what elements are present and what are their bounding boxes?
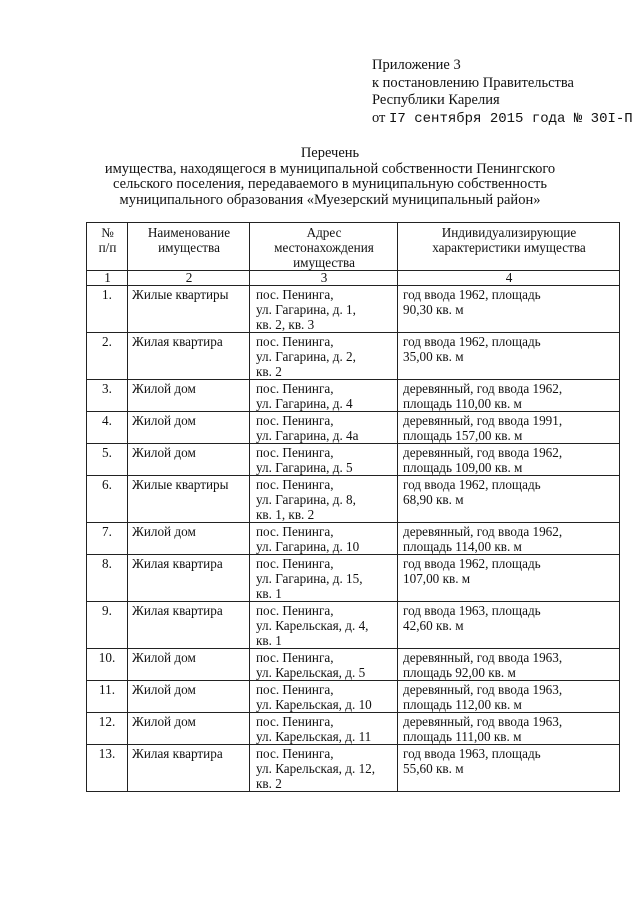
row-number: 2. [87,333,128,380]
property-address [250,476,398,523]
appendix-date-line [372,110,633,129]
table-row [87,713,620,745]
header-name-line-2: имущества [158,240,220,255]
address-line: ул. Карельская, д. 10 [256,697,372,712]
property-characteristics [398,476,620,523]
property-name: Жилые квартиры [128,476,250,523]
header-num [87,223,128,271]
characteristics-line: деревянный, год ввода 1963, [403,714,563,729]
property-characteristics [398,649,620,681]
header-num-line-1: № [101,225,114,240]
property-address [250,444,398,476]
property-table [86,222,620,792]
address-line: пос. Пенинга, [256,381,334,396]
characteristics-line: деревянный, год ввода 1991, [403,413,563,428]
header-characteristics [398,223,620,271]
characteristics-line: площадь 92,00 кв. м [403,665,516,680]
table-row [87,555,620,602]
header-name-line-1: Наименование [147,225,231,240]
property-name: Жилой дом [128,713,250,745]
property-name: Жилой дом [128,444,250,476]
header-address-line-2: местонахождения [274,240,374,255]
address-line: пос. Пенинга, [256,746,334,761]
characteristics-line: год ввода 1962, площадь [403,477,541,492]
column-number: 3 [250,271,398,286]
characteristics-line: 55,60 кв. м [403,761,464,776]
characteristics-line: 42,60 кв. м [403,618,464,633]
property-address [250,745,398,792]
header-char-line-2: характеристики имущества [432,240,586,255]
property-address [250,523,398,555]
property-name: Жилой дом [128,649,250,681]
row-number: 5. [87,444,128,476]
address-line: пос. Пенинга, [256,334,334,349]
address-line: ул. Гагарина, д. 15, [256,571,363,586]
table-row [87,412,620,444]
property-address [250,555,398,602]
property-address [250,380,398,412]
address-line: ул. Карельская, д. 12, [256,761,376,776]
appendix-title: Приложение 3 [372,57,461,73]
address-line: кв. 2 [256,776,282,791]
property-address [250,412,398,444]
address-line: ул. Гагарина, д. 4 [256,396,353,411]
characteristics-line: год ввода 1963, площадь [403,603,541,618]
characteristics-line: 107,00 кв. м [403,571,471,586]
row-number: 1. [87,286,128,333]
row-number: 3. [87,380,128,412]
address-line: ул. Гагарина, д. 10 [256,539,360,554]
table-row [87,602,620,649]
property-address [250,602,398,649]
property-name: Жилая квартира [128,745,250,792]
address-line: пос. Пенинга, [256,524,334,539]
characteristics-line: деревянный, год ввода 1962, [403,524,563,539]
address-line: пос. Пенинга, [256,714,334,729]
table-row [87,745,620,792]
property-address [250,649,398,681]
property-characteristics [398,745,620,792]
appendix-block [372,57,633,128]
address-line: кв. 2 [256,364,282,379]
address-line: пос. Пенинга, [256,556,334,571]
table-row [87,681,620,713]
heading-line-2: сельского поселения, передаваемого в муниципальную собственность [113,176,547,192]
table-body [87,286,620,792]
address-line: кв. 1, кв. 2 [256,507,315,522]
property-address [250,681,398,713]
property-characteristics [398,523,620,555]
characteristics-line: деревянный, год ввода 1962, [403,381,563,396]
header-address [250,223,398,271]
row-number: 8. [87,555,128,602]
property-name: Жилой дом [128,681,250,713]
characteristics-line: 68,90 кв. м [403,492,464,507]
property-name: Жилая квартира [128,555,250,602]
table-row [87,649,620,681]
address-line: ул. Карельская, д. 5 [256,665,366,680]
address-line: ул. Гагарина, д. 8, [256,492,356,507]
address-line: пос. Пенинга, [256,477,334,492]
appendix-resolution: к постановлению Правительства [372,74,574,91]
header-char-line-1: Индивидуализирующие [441,225,577,240]
address-line: кв. 2, кв. 3 [256,317,315,332]
heading-line-3: муниципального образования «Муезерский муниципальный район» [119,191,541,208]
column-number: 4 [398,271,620,286]
characteristics-line: деревянный, год ввода 1963, [403,650,563,665]
property-characteristics [398,333,620,380]
characteristics-line: год ввода 1963, площадь [403,746,541,761]
characteristics-line: 90,30 кв. м [403,302,464,317]
row-number: 12. [87,713,128,745]
address-line: ул. Карельская, д. 4, [256,618,369,633]
column-number: 2 [128,271,250,286]
heading-title: Перечень [300,145,360,161]
characteristics-line: площадь 157,00 кв. м [403,428,523,443]
characteristics-line: площадь 110,00 кв. м [403,396,522,411]
row-number: 11. [87,681,128,713]
address-line: пос. Пенинга, [256,413,334,428]
property-name: Жилой дом [128,412,250,444]
property-characteristics [398,412,620,444]
heading-line-1: имущества, находящегося в муниципальной собственности Пенингского [104,160,556,177]
table-row [87,476,620,523]
address-line: ул. Гагарина, д. 4а [256,428,359,443]
property-name: Жилой дом [128,380,250,412]
document-heading [60,146,600,208]
column-number: 1 [87,271,128,286]
appendix-republic: Республики Карелия [372,92,500,108]
address-line: ул. Карельская, д. 11 [256,729,372,744]
property-address [250,713,398,745]
row-number: 10. [87,649,128,681]
property-name: Жилая квартира [128,602,250,649]
characteristics-line: год ввода 1962, площадь [403,287,541,302]
table-row [87,286,620,333]
characteristics-line: площадь 109,00 кв. м [403,460,523,475]
row-number: 4. [87,412,128,444]
header-address-line-1: Адрес [306,225,342,240]
header-address-line-3: имущества [293,255,355,270]
characteristics-line: деревянный, год ввода 1962, [403,445,563,460]
address-line: ул. Гагарина, д. 1, [256,302,356,317]
address-line: ул. Гагарина, д. 2, [256,349,356,364]
property-address [250,286,398,333]
address-line: пос. Пенинга, [256,650,334,665]
property-name: Жилые квартиры [128,286,250,333]
column-number-row [87,271,620,286]
property-name: Жилой дом [128,523,250,555]
property-characteristics [398,681,620,713]
table-row [87,333,620,380]
table-row [87,380,620,412]
row-number: 13. [87,745,128,792]
characteristics-line: год ввода 1962, площадь [403,334,541,349]
characteristics-line: площадь 114,00 кв. м [403,539,522,554]
property-characteristics [398,380,620,412]
property-characteristics [398,555,620,602]
header-name [128,223,250,271]
address-line: пос. Пенинга, [256,682,334,697]
characteristics-line: год ввода 1962, площадь [403,556,541,571]
characteristics-line: деревянный, год ввода 1963, [403,682,563,697]
property-characteristics [398,444,620,476]
header-num-line-2: п/п [98,240,117,255]
table-row [87,444,620,476]
address-line: кв. 1 [256,586,282,601]
row-number: 7. [87,523,128,555]
property-characteristics [398,602,620,649]
date-stamp: I7 сентября 2015 года № 30I-П [389,110,633,127]
property-characteristics [398,713,620,745]
table-header-row [87,223,620,271]
date-prefix: от [372,109,386,126]
property-address [250,333,398,380]
address-line: ул. Гагарина, д. 5 [256,460,353,475]
address-line: пос. Пенинга, [256,287,334,302]
row-number: 6. [87,476,128,523]
table-row [87,523,620,555]
address-line: пос. Пенинга, [256,603,334,618]
address-line: пос. Пенинга, [256,445,334,460]
property-name: Жилая квартира [128,333,250,380]
property-characteristics [398,286,620,333]
characteristics-line: площадь 112,00 кв. м [403,697,522,712]
row-number: 9. [87,602,128,649]
characteristics-line: 35,00 кв. м [403,349,464,364]
characteristics-line: площадь 111,00 кв. м [403,729,522,744]
address-line: кв. 1 [256,633,282,648]
